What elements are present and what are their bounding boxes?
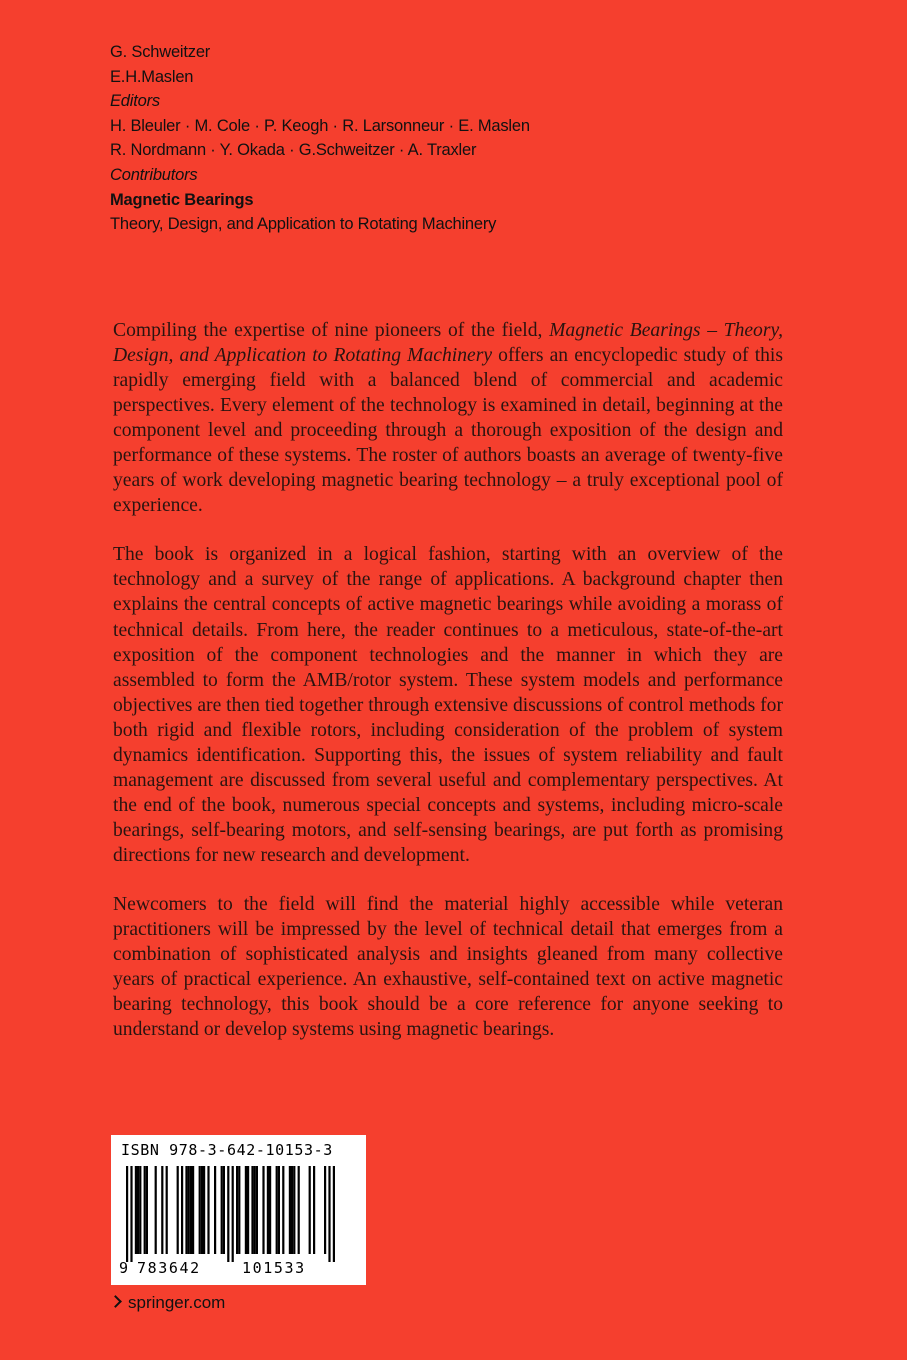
barcode-bar <box>238 1166 240 1254</box>
barcode-bar <box>126 1166 128 1262</box>
editor-name: E.H.Maslen <box>110 67 194 86</box>
barcode-bar <box>181 1166 183 1254</box>
barcode-bar <box>144 1166 146 1254</box>
barcode-bar <box>251 1166 253 1254</box>
editors-label: Editors <box>110 92 160 111</box>
barcode-bar <box>214 1166 216 1254</box>
barcode-bar <box>192 1166 194 1254</box>
barcode-bar <box>135 1166 137 1254</box>
barcode-bar <box>223 1166 225 1254</box>
barcode-bar <box>333 1166 335 1262</box>
barcode-bar <box>221 1166 223 1254</box>
barcode-bar <box>236 1166 238 1254</box>
book-title: Magnetic Bearings <box>110 190 254 209</box>
editor-name: G. Schweitzer <box>110 43 211 61</box>
contributors-label: Contributors <box>110 165 198 184</box>
title-italic: Magnetic Bearings – Theory, Design, and Application to Rotating Machinery <box>113 320 783 367</box>
book-subtitle: Theory, Design, and Application to Rotating Machinery <box>110 215 497 234</box>
barcode-bar <box>245 1166 247 1254</box>
barcode-bar <box>146 1166 148 1254</box>
barcode-bar <box>232 1166 234 1262</box>
website-url: springer.com <box>128 1293 226 1312</box>
barcode-bar <box>247 1166 249 1254</box>
website-link[interactable] <box>111 1293 225 1313</box>
barcode-bar <box>130 1166 132 1262</box>
barcode-bar <box>227 1166 229 1262</box>
ean-first-digit: 9 <box>119 1259 129 1277</box>
barcode-bar <box>267 1166 269 1254</box>
barcode-bar <box>190 1166 192 1254</box>
barcode-bar <box>188 1166 190 1254</box>
contributors-line: R. Nordmann · Y. Okada · G.Schweitzer · A. Traxler <box>110 141 477 160</box>
barcode-bar <box>276 1166 278 1254</box>
barcode-bar <box>185 1166 187 1254</box>
barcode-bar <box>298 1166 300 1254</box>
barcode-bar <box>207 1166 209 1254</box>
description-paragraph-1: Compiling the expertise of nine pioneers of the field, Magnetic Bearings – Theory, Design, and Application to Rotating Machinery offers an encyclopedic study of this rapidly emerging field with a balanced blend of commercial and academic perspectives. Every element of the technology is examined in detail, beginning at the component level and proceeding through a thorough exposition of the design and performance of these systems. The roster of authors boasts an average of twenty-five years of work developing magnetic bearing technology – a truly exceptional pool of experience. <box>113 320 784 517</box>
barcode-bar <box>278 1166 280 1254</box>
ean-right-group: 101533 <box>242 1259 306 1277</box>
barcode-bar <box>293 1166 295 1254</box>
credits-block <box>110 40 530 237</box>
barcode-bar <box>199 1166 201 1254</box>
barcode-bars <box>126 1166 352 1262</box>
description-text <box>113 318 783 1066</box>
chevron-right-icon <box>109 1295 122 1308</box>
description-paragraph-2: The book is organized in a logical fashion, starting with an overview of the technology and a survey of the range of applications. A background chapter then explains the central concepts of active magnetic bearings while avoiding a morass of technical details. From here, the reader continues to a meticulous, state-of-the-art exposition of the component technologies and the manner in which they are assembled to form the AMB/rotor system. These system models and performance objectives are then tied together through extensive discussions of control methods for both rigid and flexible rotors, including consideration of the problem of system dynamics identification. Supporting this, the issues of system reliability and fault management are discussed from several useful and complementary perspectives. At the end of the book, numerous special concepts and systems, including micro-scale bearings, self-bearing motors, and self-sensing bearings, are put forth as promising directions for new research and development. <box>113 544 783 866</box>
barcode-bar <box>166 1166 168 1254</box>
barcode-bar <box>177 1166 179 1254</box>
barcode-bar <box>256 1166 258 1254</box>
ean-left-group: 783642 <box>137 1259 201 1277</box>
barcode-bar <box>155 1166 157 1254</box>
isbn-barcode <box>111 1135 366 1285</box>
barcode-bar <box>201 1166 203 1254</box>
barcode-bar <box>309 1166 311 1254</box>
isbn-label: ISBN 978-3-642-10153-3 <box>121 1141 333 1159</box>
barcode-bar <box>269 1166 271 1254</box>
barcode-bar <box>137 1166 139 1254</box>
barcode-bar <box>324 1166 326 1254</box>
barcode-bar <box>262 1166 264 1254</box>
contributors-line: H. Bleuler · M. Cole · P. Keogh · R. Larsonneur · E. Maslen <box>110 116 530 135</box>
barcode-bar <box>203 1166 205 1254</box>
barcode-bar <box>291 1166 293 1254</box>
ean-digits <box>111 1259 366 1279</box>
barcode-bar <box>328 1166 330 1262</box>
barcode-bar <box>282 1166 284 1254</box>
barcode-bar <box>313 1166 315 1254</box>
barcode-bar <box>139 1166 141 1254</box>
barcode-bar <box>289 1166 291 1254</box>
barcode-bar <box>254 1166 256 1254</box>
description-paragraph-3: Newcomers to the field will find the material highly accessible while veteran practitioners will be impressed by the level of technical detail that emerges from a combination of sophisticated analysis and insights gleaned from many collective years of practical experience. An exhaustive, self-contained text on active magnetic bearing technology, this book should be a core reference for anyone seeking to understand or develop systems using magnetic bearings. <box>113 893 783 1041</box>
barcode-bar <box>161 1166 163 1254</box>
